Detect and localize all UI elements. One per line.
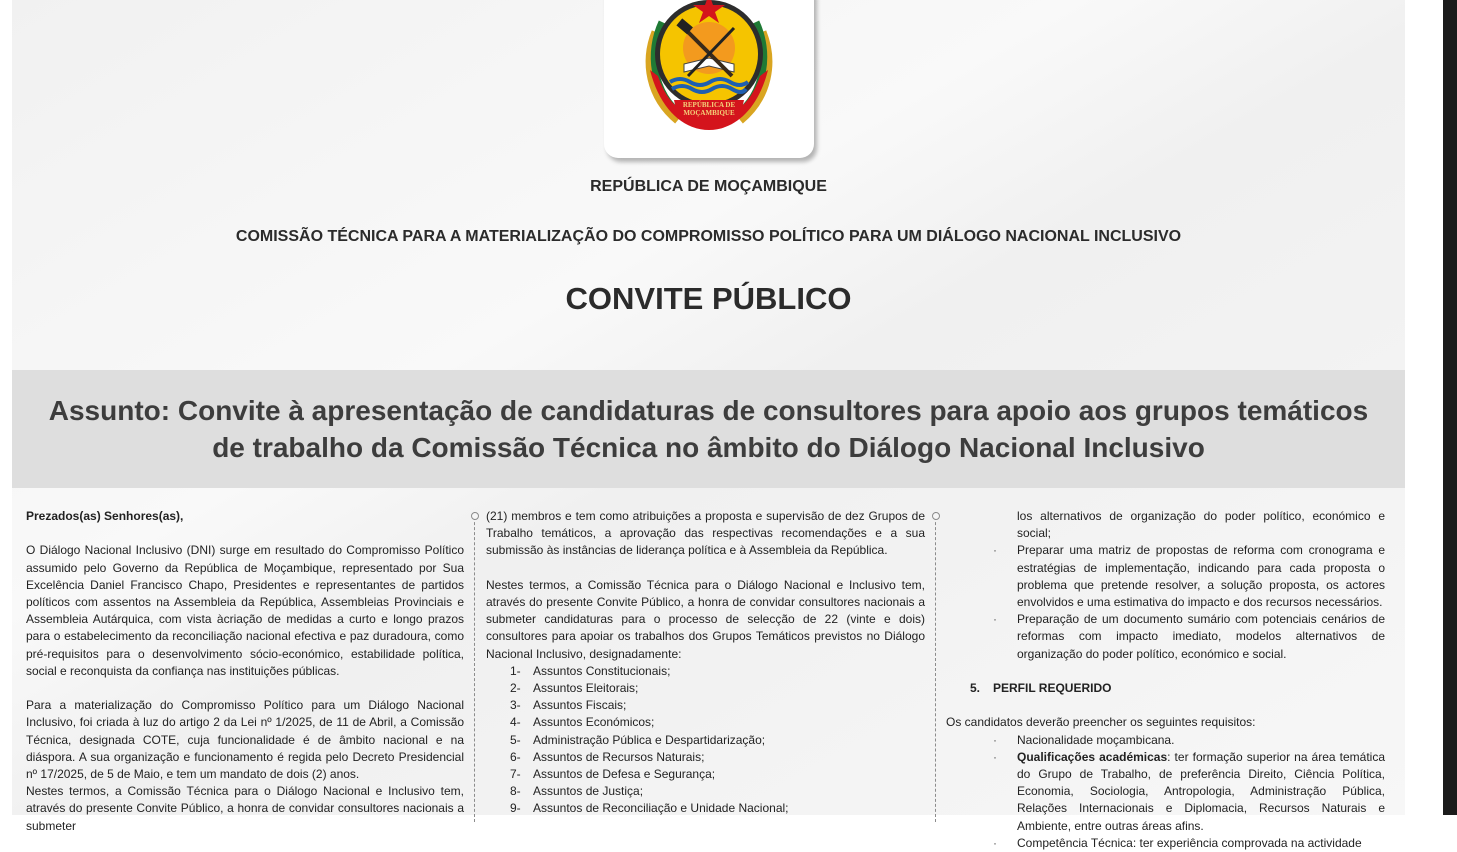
commission-heading: COMISSÃO TÉCNICA PARA A MATERIALIZAÇÃO DO COMPROMISSO POLÍTICO PARA UM DIÁLOGO NACIONAL INCLUSIVO (235, 228, 1182, 245)
requirements-list (946, 732, 1385, 852)
national-emblem-icon (636, 0, 782, 142)
list-item: 7- Assuntos de Defesa e Segurança; (510, 767, 716, 782)
page-title: CONVITE PÚBLICO (565, 281, 852, 316)
document-page (12, 0, 1405, 850)
list-item: los alternativos de organização do poder político, económico e social; (1017, 509, 1385, 541)
subject-heading: Assunto: Convite à apresentação de candidaturas de consultores para apoio aos grupos temáticos de trabalho da Comissão Técnica no âmbito do Diálogo Nacional Inclusivo (48, 395, 1369, 463)
list-item: · Preparação de um documento sumário com potenciais cenários de reformas com impacto imediato, modelos alternativos de organização do poder político, económico e social. (993, 612, 1385, 661)
list-item: 2- Assuntos Eleitorais; (510, 681, 639, 696)
list-item: 9- Assuntos de Reconciliação e Unidade Nacional; (510, 801, 789, 816)
list-item: · Nacionalidade moçambicana. (993, 732, 1175, 747)
list-item: 4- Assuntos Económicos; (510, 715, 655, 730)
deliverables-list (946, 508, 1385, 663)
column-1 (26, 508, 464, 835)
requirements-intro: Os candidatos deverão preencher os seguintes requisitos: (946, 715, 1256, 730)
consultants-paragraph: Nestes termos, a Comissão Técnica para o Diálogo Nacional e Inclusivo tem, através do presente Convite Público, a honra de convidar consultores nacionais a submeter candidaturas para o processo de selecção de 22 (vinte e dois) consultores para apoiar os trabalhos dos Grupos Temáticos previstos no Diálogo Nacional Inclusivo, designadamente: (486, 577, 925, 661)
section-heading: 5. PERFIL REQUERIDO (970, 681, 1112, 696)
list-item: 6- Assuntos de Recursos Naturais; (510, 749, 705, 764)
invitation-paragraph: Nestes termos, a Comissão Técnica para o Diálogo Nacional e Inclusivo tem, através do presente Convite Público, a honra de convidar consultores nacionais a submeter (26, 784, 464, 833)
thematic-groups-list (486, 663, 925, 818)
list-item: · Competência Técnica: ter experiência comprovada na actividade (993, 835, 1362, 850)
commission-paragraph: Para a materialização do Compromisso Político para um Diálogo Nacional Inclusivo, foi criada à luz do artigo 2 da Lei nº 1/2025, de 11 de Abril, a Comissão Técnica, designada COTE, cuja funcionalidade é de âmbito nacional e na diáspora. A sua organização e funcionamento é regida pelo Decreto Presidencial nº 17/2025, de 5 de Maio, e tem um mandato de dois (2) anos. (26, 698, 464, 782)
column-divider (935, 512, 936, 822)
list-item: 5- Administração Pública e Despartidarização; (510, 732, 766, 747)
membership-paragraph: (21) membros e tem como atribuições a proposta e supervisão de dez Grupos de Trabalho temáticos, a aprovação das respectivas recomendações e a sua submissão às instâncias de liderança política e à Assembleia da República. (486, 509, 925, 558)
viewer-edge (1443, 0, 1457, 815)
emblem-seal-line-2: MOÇAMBIQUE (683, 109, 735, 117)
greeting: Prezados(as) Senhores(as), (26, 509, 184, 523)
intro-paragraph: O Diálogo Nacional Inclusivo (DNI) surge em resultado do Compromisso Político assumido pelo Governo da República de Moçambique, representado por Sua Excelência Daniel Francisco Chapo, Presidentes e representantes de partidos políticos com assentos na Assembleia da República, Assembleias Provinciais e Assembleia Autárquica, com vista àcriação de medidas a curto e longo prazos para o estabelecimento da reconciliação nacional efectiva e paz duradoura, como pré-requisitos para o desenvolvimento sócio-económico, estabilidade política, social e reconquista da confiança nas instituições públicas. (26, 543, 464, 678)
list-item: · Qualificações académicas: ter formação superior na área temática do Grupo de Trabalho, de preferência Direito, Ciência Política, Economia, Sociologia, Antropologia, Administração Pública, Relações Internacionais e Diplomacia, Recursos Naturais e Ambiente, entre outras áreas afins. (993, 749, 1385, 833)
list-item: 8- Assuntos de Justiça; (510, 784, 644, 799)
subject-band (12, 370, 1405, 488)
republic-heading: REPÚBLICA DE MOÇAMBIQUE (590, 178, 827, 195)
emblem-card (604, 0, 814, 158)
list-item: 1- Assuntos Constitucionais; (510, 663, 671, 678)
list-item: 3- Assuntos Fiscais; (510, 698, 627, 713)
list-item: · Preparar uma matriz de propostas de reforma com cronograma e estratégias de implementação, indicando para cada proposta o problema que pretende resolver, a solução proposta, os actores envolvidos e uma estimativa do impacto e dos recursos necessários. (993, 543, 1385, 610)
emblem-seal-line-1: REPÚBLICA DE (682, 101, 736, 109)
column-divider (474, 512, 475, 822)
column-2 (486, 508, 925, 818)
column-3 (946, 508, 1385, 852)
